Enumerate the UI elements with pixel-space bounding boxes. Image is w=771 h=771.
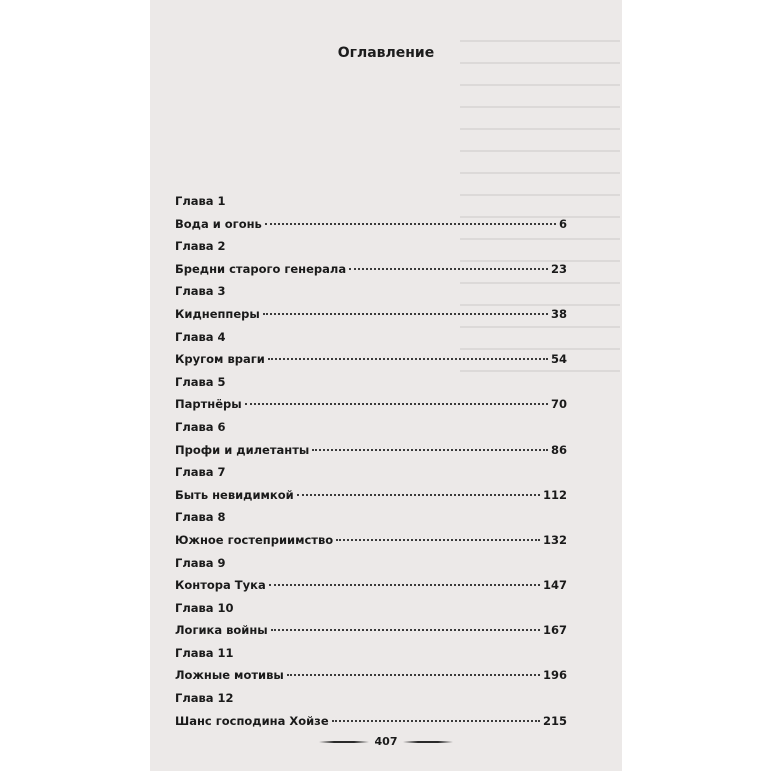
- toc-chapter-heading: [175, 371, 567, 394]
- chapter-title: Бредни старого генерала: [175, 261, 347, 276]
- chapter-title: Ложные мотивы: [175, 668, 284, 683]
- dot-leader: [269, 584, 540, 586]
- dot-leader: [312, 449, 548, 451]
- ornament-right-icon: [403, 740, 453, 744]
- page-number: 407: [374, 735, 398, 748]
- chapter-label: Глава 3: [175, 284, 226, 299]
- chapter-title: Контора Тука: [175, 578, 266, 593]
- chapter-page-number: 147: [542, 578, 567, 593]
- toc-entry[interactable]: [175, 439, 567, 462]
- chapter-page-number: 38: [550, 306, 567, 321]
- chapter-label: Глава 11: [175, 645, 234, 660]
- dot-leader: [297, 494, 540, 496]
- chapter-page-number: 215: [542, 713, 567, 728]
- chapter-page-number: 54: [550, 352, 567, 367]
- dot-leader: [271, 629, 540, 631]
- chapter-label: Глава 9: [175, 555, 226, 570]
- toc-entry[interactable]: [175, 348, 567, 371]
- table-of-contents: [175, 190, 567, 732]
- toc-entry[interactable]: [175, 529, 567, 552]
- dot-leader: [336, 539, 540, 541]
- toc-entry[interactable]: [175, 258, 567, 281]
- toc-chapter-heading: [175, 642, 567, 665]
- chapter-page-number: 86: [550, 442, 567, 457]
- chapter-title: Киднепперы: [175, 306, 260, 321]
- book-page: [150, 0, 622, 771]
- chapter-page-number: 112: [542, 487, 567, 502]
- chapter-title: Шанс господина Хойзе: [175, 713, 329, 728]
- chapter-title: Южное гостеприимство: [175, 532, 334, 547]
- toc-chapter-heading: [175, 506, 567, 529]
- chapter-label: Глава 8: [175, 510, 226, 525]
- chapter-title: Вода и огонь: [175, 216, 262, 231]
- toc-chapter-heading: [175, 326, 567, 349]
- toc-entry[interactable]: [175, 484, 567, 507]
- chapter-label: Глава 12: [175, 691, 234, 706]
- toc-chapter-heading: [175, 190, 567, 213]
- toc-chapter-heading: [175, 597, 567, 620]
- chapter-page-number: 6: [558, 216, 567, 231]
- chapter-title: Партнёры: [175, 397, 242, 412]
- toc-chapter-heading: [175, 235, 567, 258]
- toc-entry[interactable]: [175, 574, 567, 597]
- chapter-label: Глава 7: [175, 465, 226, 480]
- dot-leader: [349, 268, 548, 270]
- toc-chapter-heading: [175, 687, 567, 710]
- chapter-page-number: 23: [550, 261, 567, 276]
- dot-leader: [332, 720, 540, 722]
- toc-entry[interactable]: [175, 710, 567, 733]
- chapter-label: Глава 10: [175, 600, 234, 615]
- toc-chapter-heading: [175, 280, 567, 303]
- toc-entry[interactable]: [175, 664, 567, 687]
- chapter-title: Профи и дилетанты: [175, 442, 310, 457]
- toc-entry[interactable]: [175, 393, 567, 416]
- dot-leader: [268, 358, 548, 360]
- chapter-label: Глава 6: [175, 419, 226, 434]
- dot-leader: [245, 403, 548, 405]
- ornament-left-icon: [319, 740, 369, 744]
- chapter-page-number: 167: [542, 623, 567, 638]
- chapter-page-number: 70: [550, 397, 567, 412]
- toc-entry[interactable]: [175, 213, 567, 236]
- toc-chapter-heading: [175, 416, 567, 439]
- chapter-label: Глава 4: [175, 329, 226, 344]
- chapter-page-number: 132: [542, 532, 567, 547]
- chapter-title: Быть невидимкой: [175, 487, 294, 502]
- toc-entry[interactable]: [175, 619, 567, 642]
- chapter-page-number: 196: [542, 668, 567, 683]
- chapter-label: Глава 2: [175, 239, 226, 254]
- chapter-label: Глава 5: [175, 374, 226, 389]
- page-title: Оглавление: [337, 45, 435, 61]
- dot-leader: [265, 223, 556, 225]
- page-footer: [150, 735, 622, 748]
- chapter-title: Логика войны: [175, 623, 268, 638]
- dot-leader: [263, 313, 548, 315]
- toc-chapter-heading: [175, 552, 567, 575]
- chapter-label: Глава 1: [175, 194, 226, 208]
- chapter-title: Кругом враги: [175, 352, 265, 367]
- toc-chapter-heading: [175, 461, 567, 484]
- dot-leader: [287, 674, 540, 676]
- toc-entry[interactable]: [175, 303, 567, 326]
